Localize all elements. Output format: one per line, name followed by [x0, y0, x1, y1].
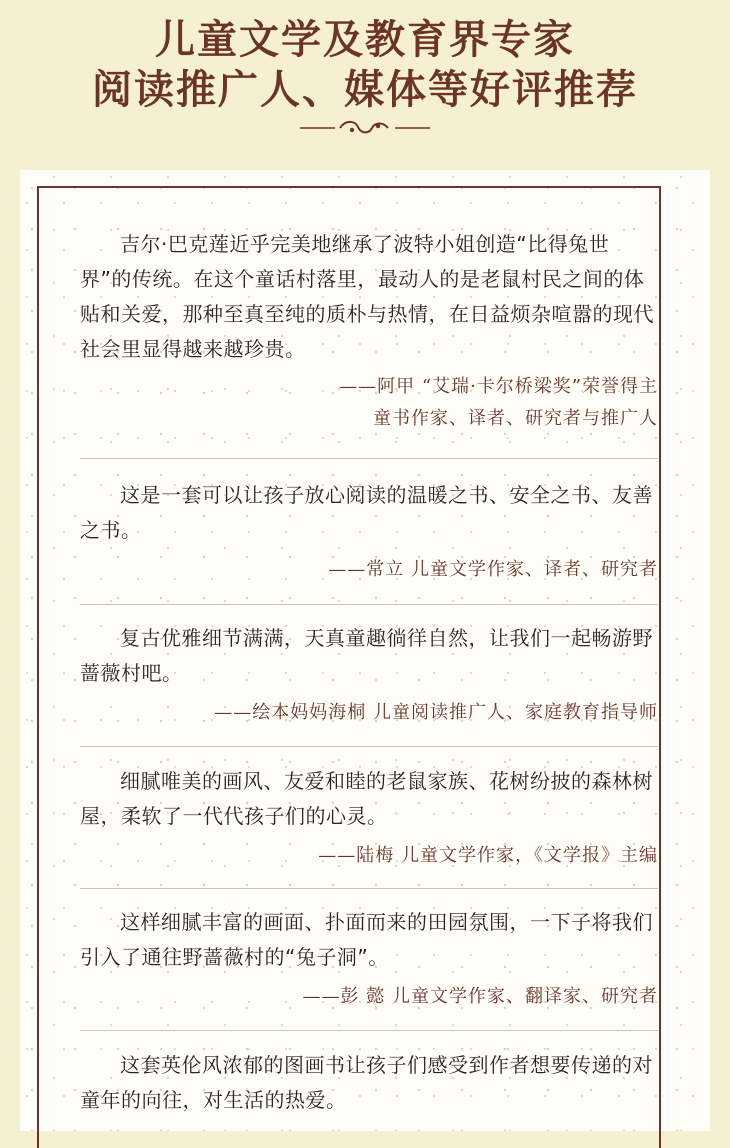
testimonial-credit: ——陆梅 儿童文学作家，《文学报》主编 [318, 845, 658, 866]
divider [80, 1030, 658, 1031]
testimonial-5 [80, 905, 658, 1015]
testimonial-credit: ——常立 儿童文学作家、译者、研究者 [328, 559, 658, 580]
testimonial-quote: 这是一套可以让孩子放心阅读的温暖之书、安全之书、友善之书。 [80, 483, 653, 542]
testimonial-6 [80, 1048, 658, 1128]
testimonial-quote: 这样细腻丰富的画面、扑面而来的田园氛围，一下子将我们引入了通往野蔷薇村的“兔子洞”。 [80, 910, 653, 969]
testimonial-3 [80, 621, 658, 731]
divider [80, 746, 658, 747]
testimonial-1 [80, 227, 658, 447]
testimonial-2 [80, 478, 658, 588]
testimonial-quote: 细腻唯美的画风、友爱和睦的老鼠家族、花树纷披的森林树屋，柔软了一代代孩子们的心灵。 [80, 769, 653, 828]
testimonial-quote: 这套英伦风浓郁的图画书让孩子们感受到作者想要传递的对童年的向往，对生活的热爱。 [80, 1053, 653, 1112]
divider [80, 604, 658, 605]
ornament-divider-icon [0, 118, 730, 138]
testimonial-credit-line-2: 童书作家、译者、研究者与推广人 [373, 408, 658, 429]
header [0, 0, 730, 170]
page-title-line-1: 儿童文学及教育界专家 [155, 16, 575, 63]
testimonial-credit: ——绘本妈妈海桐 儿童阅读推广人、家庭教育指导师 [214, 702, 658, 723]
testimonial-credit: ——彭 懿 儿童文学作家、翻译家、研究者 [302, 986, 658, 1007]
page-title-line-2: 阅读推广人、媒体等好评推荐 [92, 66, 638, 113]
testimonial-credit: ——阿甲 “艾瑞·卡尔桥梁奖”荣誉得主 [339, 376, 658, 397]
testimonial-quote: 复古优雅细节满满，天真童趣徜徉自然，让我们一起畅游野蔷薇村吧。 [80, 626, 653, 685]
testimonial-4 [80, 764, 658, 874]
testimonial-quote: 吉尔·巴克莲近乎完美地继承了波特小姐创造“比得兔世界”的传统。在这个童话村落里，最动人的是老鼠村民之间的体贴和关爱，那种至真至纯的质朴与热情，在日益烦杂喧嚣的现代社会里显得越来越珍贵。 [80, 232, 654, 361]
divider [80, 888, 658, 889]
divider [80, 458, 658, 459]
